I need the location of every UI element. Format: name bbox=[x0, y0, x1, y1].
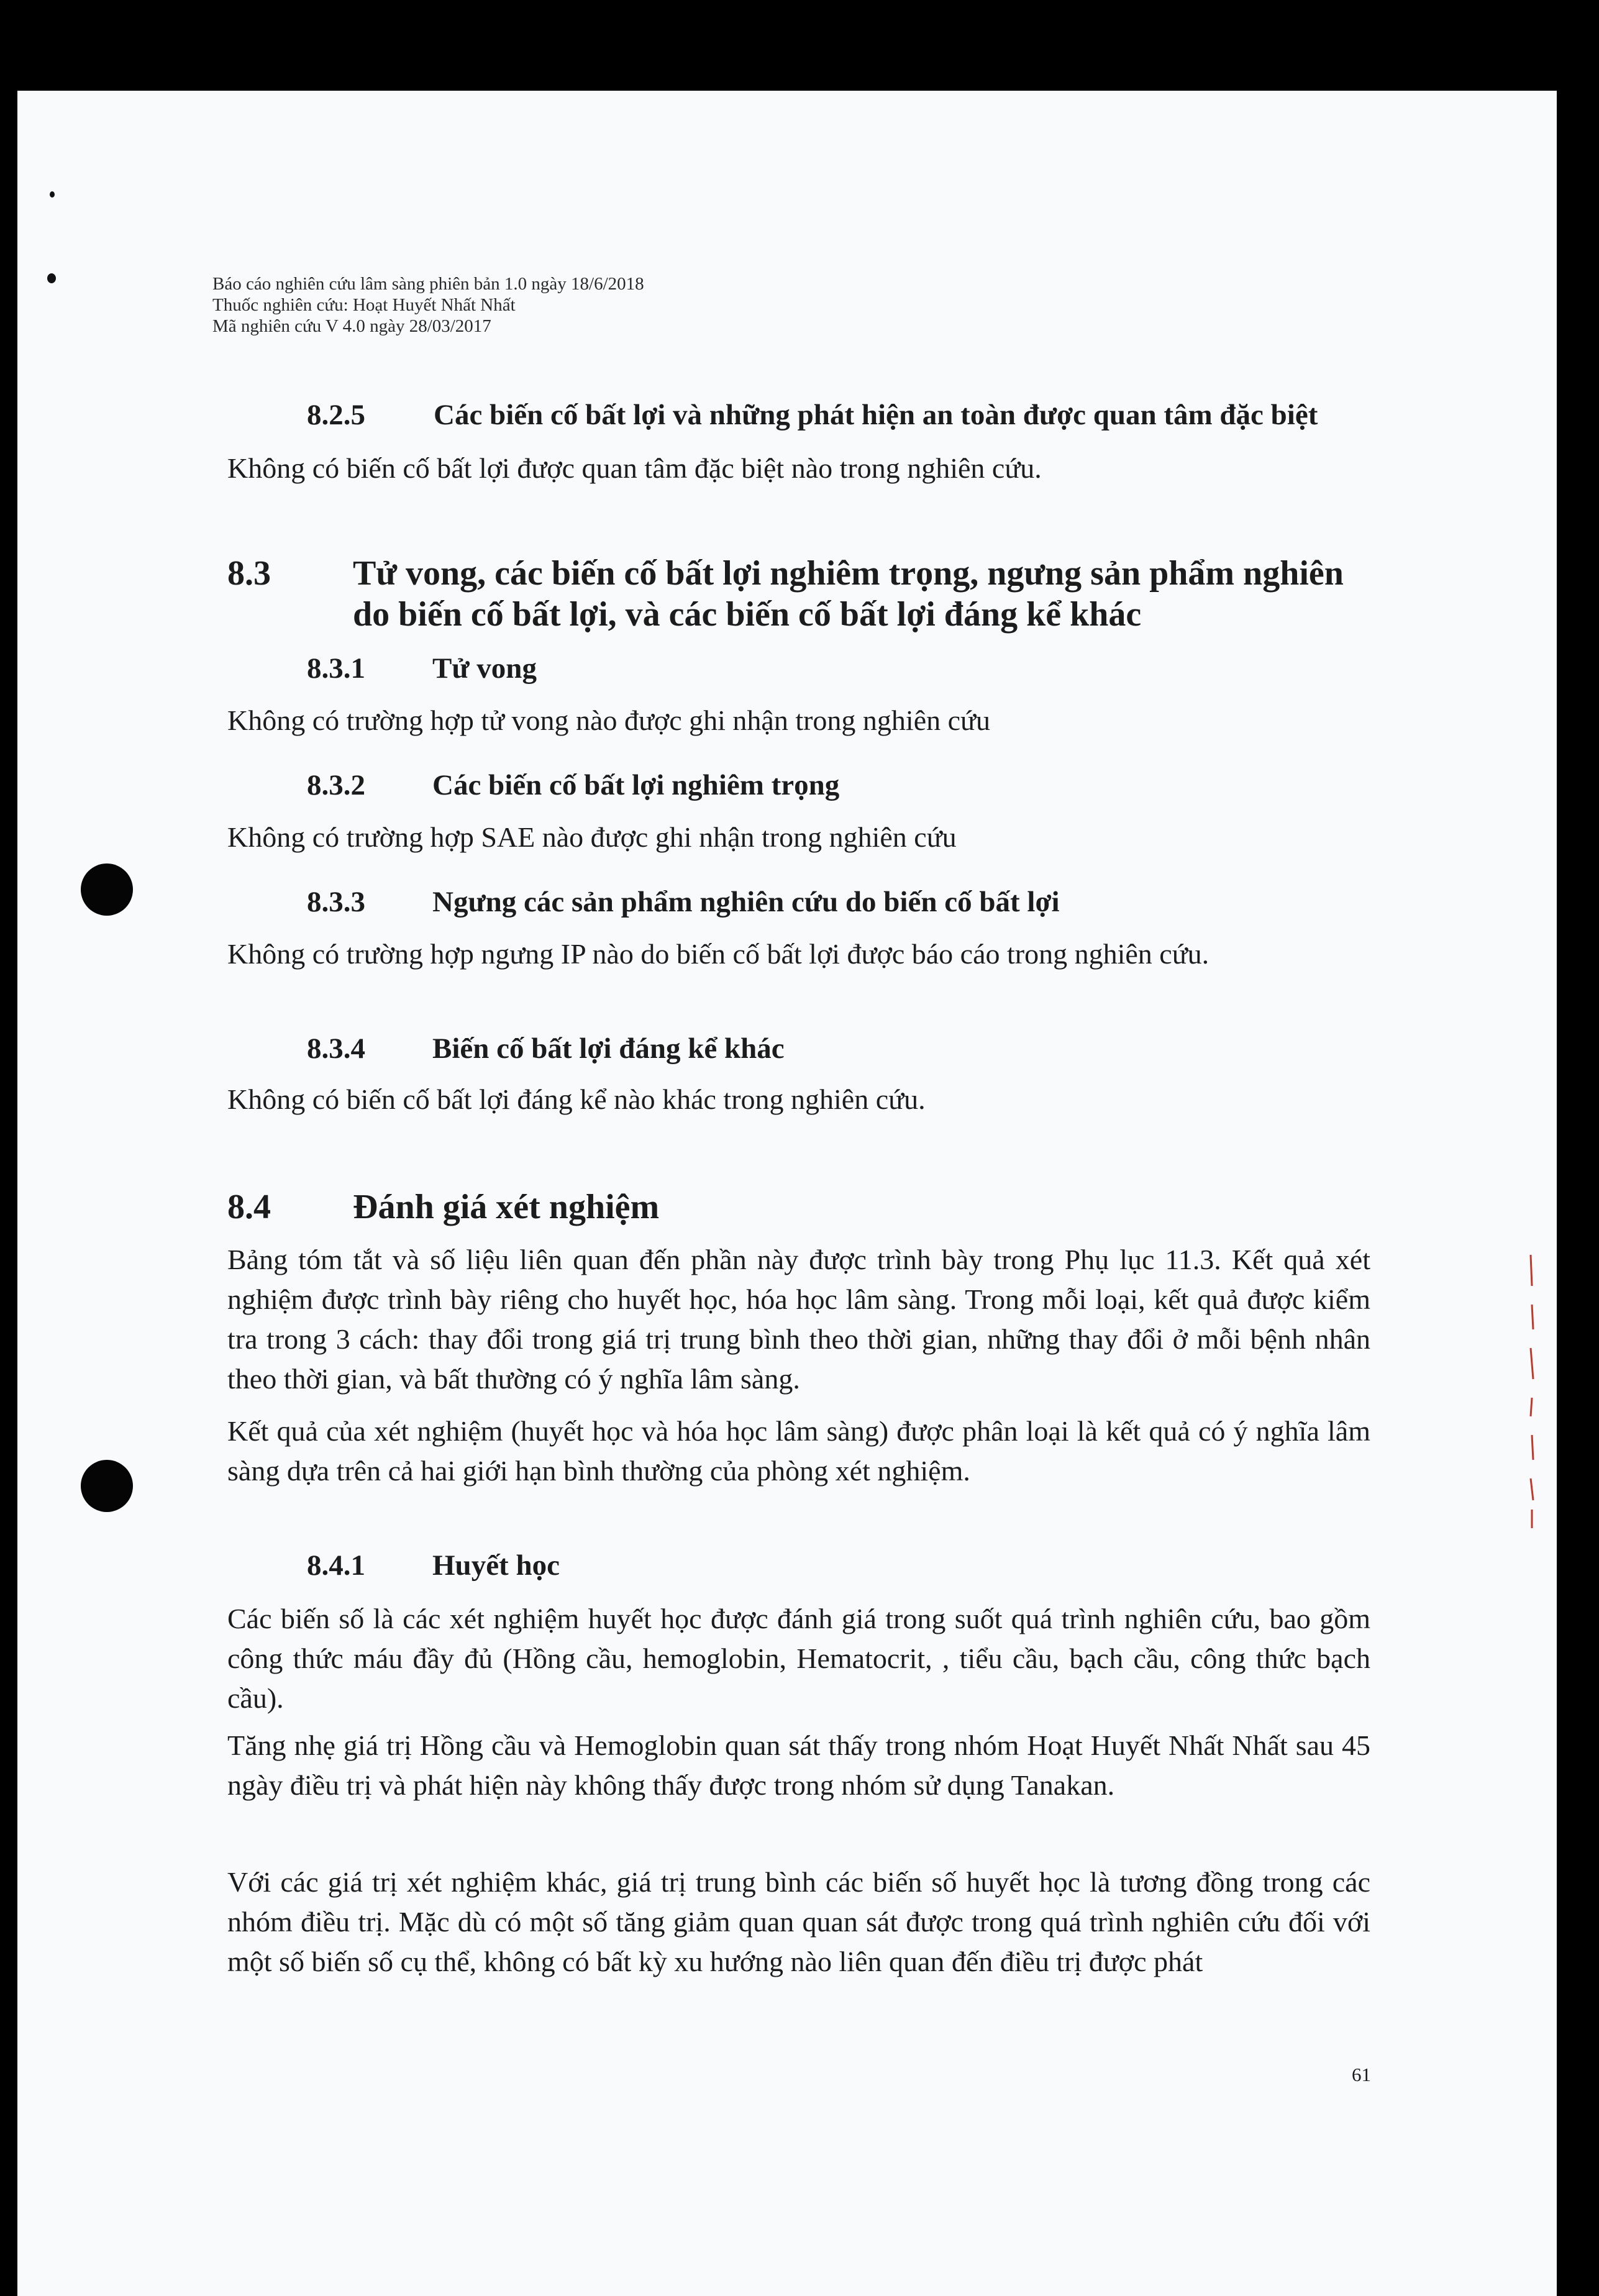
section-title: Các biến cố bất lợi nghiêm trọng bbox=[432, 769, 840, 801]
running-header bbox=[212, 273, 644, 337]
section-title: Biến cố bất lợi đáng kể khác bbox=[432, 1032, 785, 1065]
scan-speck bbox=[47, 273, 56, 283]
section-title-line: do biến cố bất lợi, và các biến cố bất lợi đáng kể khác bbox=[353, 595, 1142, 634]
section-number: 8.3.3 bbox=[307, 886, 365, 918]
body-text: Không có trường hợp tử vong nào được ghi nhận trong nghiên cứu bbox=[227, 704, 990, 736]
paragraph: Kết quả của xét nghiệm (huyết học và hóa học lâm sàng) được phân loại là kết quả có ý nghĩa lâm sàng dựa trên cả hai giới hạn bình thường của phòng xét nghiệm. bbox=[227, 1415, 1370, 1487]
heading-8-4 bbox=[227, 1187, 1370, 1228]
section-title-line: Tử vong, các biến cố bất lợi nghiêm trọng, ngưng sản phẩm nghiên bbox=[353, 554, 1344, 593]
section-number: 8.3.2 bbox=[307, 769, 365, 801]
paragraph: Với các giá trị xét nghiệm khác, giá trị trung bình các biến số huyết học là tương đồng trong các nhóm điều trị. Mặc dù có một số tăng giảm quan quan sát được trong quá trình nghiên cứu đối với một số biến số cụ thể, không có bất kỳ xu hướng nào liên quan đến điều trị được phát bbox=[227, 1866, 1370, 1977]
heading-8-3-2 bbox=[307, 768, 839, 803]
punch-hole-top bbox=[81, 863, 133, 916]
heading-8-3 bbox=[227, 553, 1370, 635]
body-text: Không có biến cố bất lợi đáng kể nào khác trong nghiên cứu. bbox=[227, 1083, 926, 1115]
heading-8-4-1 bbox=[307, 1548, 560, 1583]
body-text: Không có biến cố bất lợi được quan tâm đặc biệt nào trong nghiên cứu. bbox=[227, 452, 1042, 484]
section-number: 8.4 bbox=[227, 1188, 271, 1226]
body-text: Không có trường hợp ngưng IP nào do biến cố bất lợi được báo cáo trong nghiên cứu. bbox=[227, 938, 1210, 970]
margin-red-marks bbox=[1528, 1255, 1537, 1528]
heading-8-3-3 bbox=[307, 885, 1060, 919]
section-number: 8.3 bbox=[227, 554, 271, 593]
header-line: Mã nghiên cứu V 4.0 ngày 28/03/2017 bbox=[212, 316, 491, 336]
section-number: 8.3.1 bbox=[307, 652, 365, 685]
heading-8-3-1 bbox=[307, 651, 537, 686]
body-text: Không có trường hợp SAE nào được ghi nhận trong nghiên cứu bbox=[227, 821, 957, 853]
punch-hole-bottom bbox=[81, 1460, 133, 1512]
header-line: Báo cáo nghiên cứu lâm sàng phiên bản 1.0 ngày 18/6/2018 bbox=[212, 274, 644, 294]
scan-speck bbox=[50, 191, 55, 198]
paragraph: Các biến số là các xét nghiệm huyết học được đánh giá trong suốt quá trình nghiên cứu, bao gồm công thức máu đầy đủ (Hồng cầu, hemoglobin, Hematocrit, , tiểu cầu, bạch cầu, công thức bạch cầu). bbox=[227, 1603, 1370, 1714]
paragraph: Bảng tóm tắt và số liệu liên quan đến phần này được trình bày trong Phụ lục 11.3. Kết quả xét nghiệm được trình bày riêng cho huyết học, hóa học lâm sàng. Trong mỗi loại, kết quả được kiểm tra trong 3 cách: thay đổi trong giá trị trung bình theo thời gian, những thay đổi ở mỗi bệnh nhân theo thời gian, và bất thường có ý nghĩa lâm sàng. bbox=[227, 1244, 1370, 1395]
paragraph: Tăng nhẹ giá trị Hồng cầu và Hemoglobin quan sát thấy trong nhóm Hoạt Huyết Nhất Nhất sau 45 ngày điều trị và phát hiện này không thấy được trong nhóm sử dụng Tanakan. bbox=[227, 1729, 1370, 1801]
section-number: 8.4.1 bbox=[307, 1549, 365, 1582]
section-title: Tử vong bbox=[432, 652, 537, 685]
section-number: 8.2.5 bbox=[307, 399, 365, 431]
header-line: Thuốc nghiên cứu: Hoạt Huyết Nhất Nhất bbox=[212, 295, 516, 315]
section-title: Đánh giá xét nghiệm bbox=[353, 1188, 660, 1226]
section-number: 8.3.4 bbox=[307, 1032, 365, 1065]
section-title: Ngưng các sản phẩm nghiên cứu do biến cố bất lợi bbox=[432, 886, 1060, 918]
page-number: 61 bbox=[1352, 2064, 1371, 2085]
heading-8-3-4 bbox=[307, 1031, 785, 1066]
heading-8-2-5 bbox=[307, 398, 1318, 432]
section-title: Các biến cố bất lợi và những phát hiện an toàn được quan tâm đặc biệt bbox=[434, 399, 1318, 431]
section-title: Huyết học bbox=[432, 1549, 560, 1582]
